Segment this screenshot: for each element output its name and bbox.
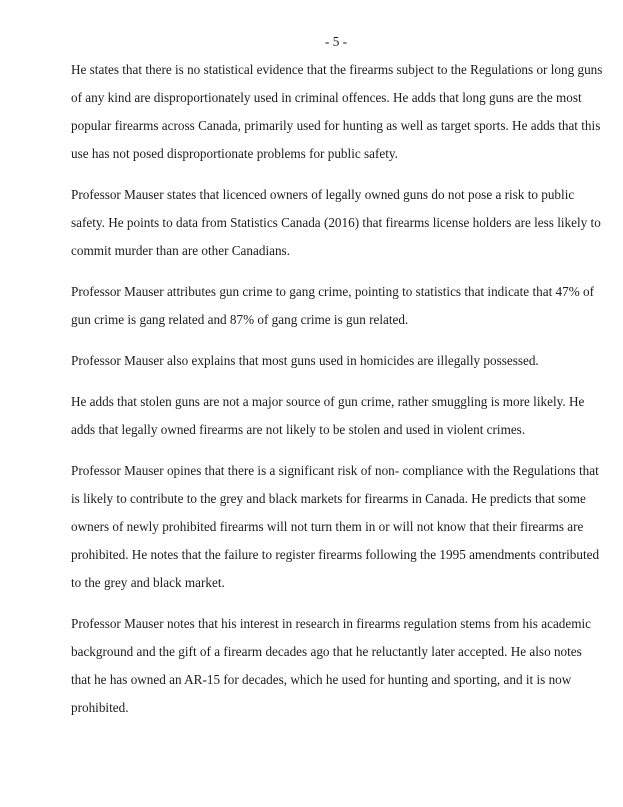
paragraph: [71, 610, 601, 722]
paragraph: [71, 347, 601, 375]
document-body: [71, 56, 601, 722]
text-line: commit murder than are other Canadians.: [71, 243, 290, 258]
text-line: background and the gift of a firearm decades ago that he reluctantly later accepted. He also notes: [71, 644, 582, 659]
text-line: adds that legally owned firearms are not likely to be stolen and used in violent crimes.: [71, 422, 526, 437]
text-line: He adds that stolen guns are not a major source of gun crime, rather smuggling is more likely. He: [71, 394, 585, 409]
text-line: Professor Mauser opines that there is a significant risk of non- compliance with the Regulations that: [71, 463, 599, 478]
text-line: that he has owned an AR-15 for decades, which he used for hunting and sporting, and it is now: [71, 672, 572, 687]
text-line: prohibited.: [71, 700, 129, 715]
text-line: to the grey and black market.: [71, 575, 225, 590]
text-line: Professor Mauser states that licenced owners of legally owned guns do not pose a risk to public: [71, 187, 575, 202]
text-line: Professor Mauser attributes gun crime to gang crime, pointing to statistics that indicate that 47% of: [71, 284, 594, 299]
paragraph: [71, 181, 601, 265]
text-line: owners of newly prohibited firearms will not turn them in or will not know that their firearms are: [71, 519, 584, 534]
text-line: safety. He points to data from Statistics Canada (2016) that firearms license holders are less likely to: [71, 215, 601, 230]
paragraph: [71, 457, 601, 597]
text-line: use has not posed disproportionate problems for public safety.: [71, 146, 398, 161]
text-line: Professor Mauser notes that his interest in research in firearms regulation stems from his academic: [71, 616, 592, 631]
paragraph: [71, 278, 601, 334]
paragraph: [71, 56, 601, 168]
text-line: prohibited. He notes that the failure to register firearms following the 1995 amendments contributed: [71, 547, 600, 562]
text-line: is likely to contribute to the grey and black markets for firearms in Canada. He predicts that some: [71, 491, 586, 506]
paragraph: [71, 388, 601, 444]
text-line: popular firearms across Canada, primarily used for hunting as well as target sports. He adds that this: [71, 118, 601, 133]
page-number: - 5 -: [325, 34, 347, 49]
text-line: gun crime is gang related and 87% of gang crime is gun related.: [71, 312, 409, 327]
text-line: of any kind are disproportionately used in criminal offences. He adds that long guns are the most: [71, 90, 582, 105]
text-line: Professor Mauser also explains that most guns used in homicides are illegally possessed.: [71, 353, 539, 368]
text-line: He states that there is no statistical evidence that the firearms subject to the Regulations or long guns: [71, 62, 603, 77]
